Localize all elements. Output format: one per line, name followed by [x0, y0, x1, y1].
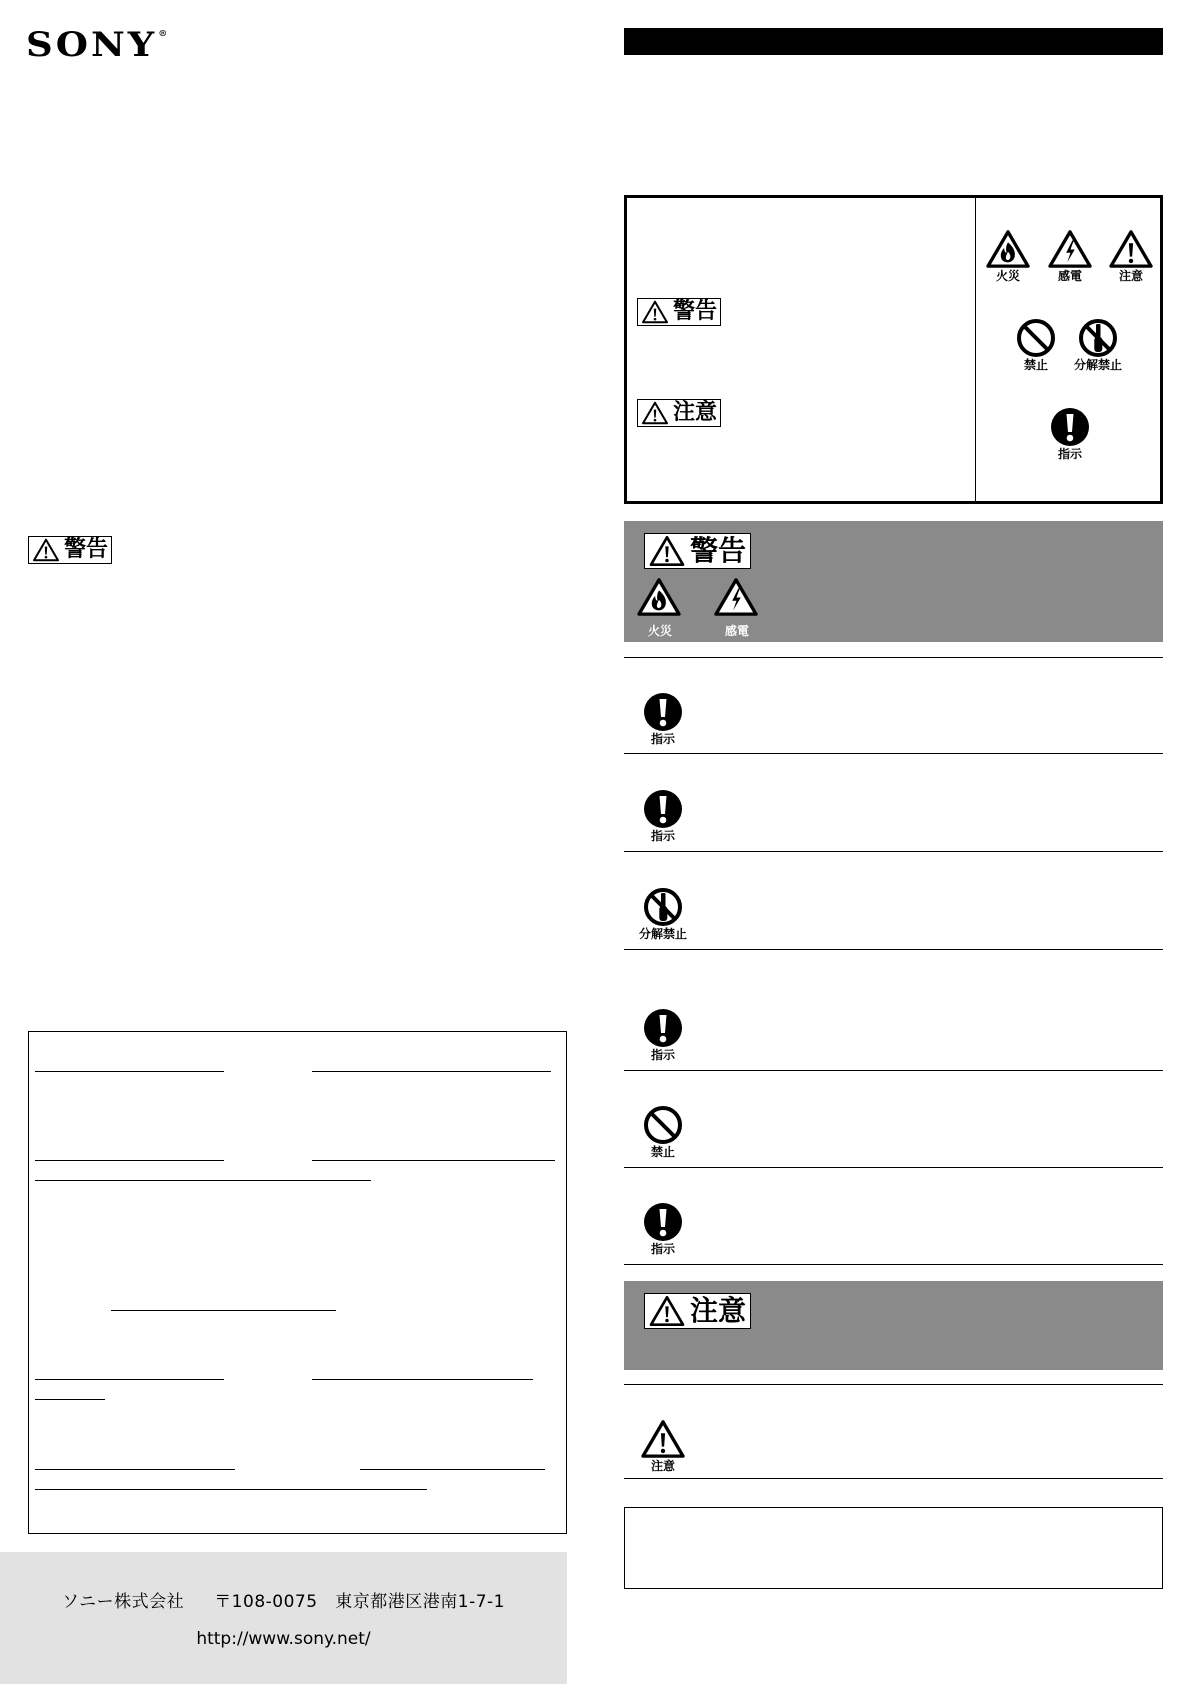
electric-shock-icon: [713, 577, 759, 617]
warning-item-4: [633, 1008, 693, 1062]
instruction-caption: 指示: [1057, 447, 1082, 461]
instruction-icon: [1050, 407, 1090, 447]
warning-band-label: [644, 533, 751, 569]
caution-band-text: 注意: [690, 1294, 747, 1327]
no-disassembly-icon: [1078, 318, 1118, 358]
legend-fire: [984, 229, 1032, 283]
caution-icon: [1108, 229, 1154, 269]
title-bar: [624, 28, 1163, 55]
warning-item-5: [633, 1105, 693, 1159]
warning-item-1: [633, 692, 693, 746]
postal-code: 〒108-0075: [214, 1592, 318, 1612]
form-line: [360, 1469, 545, 1470]
band-shock-caption: 感電: [724, 624, 749, 638]
band-fire: [636, 577, 684, 639]
shock-caption: 感電: [1057, 269, 1082, 283]
instruction-icon: [643, 692, 683, 732]
prohibit-icon: [1016, 318, 1056, 358]
section-separator: [624, 1384, 1163, 1385]
item-separator: [624, 753, 1163, 754]
fire-icon: [985, 229, 1031, 269]
sony-logo: [26, 24, 167, 64]
item-separator: [624, 949, 1163, 950]
item-separator: [624, 1264, 1163, 1265]
warning-item-2: [633, 789, 693, 843]
warning-label-left: [28, 536, 112, 564]
specification-box: [28, 1031, 567, 1534]
no-disassembly-icon: [643, 887, 683, 927]
instruction-icon: [643, 1202, 683, 1242]
legend-warning-label: [637, 298, 721, 326]
caution-triangle-icon: [640, 401, 670, 425]
item-caption: 分解禁止: [638, 927, 687, 941]
caution-band-label: [644, 1293, 751, 1329]
band-shock: [713, 577, 761, 639]
footer-band: [0, 1552, 567, 1684]
warning-label-text: 警告: [64, 537, 109, 562]
form-line: [35, 1071, 224, 1072]
legend-shock: [1046, 229, 1094, 283]
warning-item-3: [633, 887, 693, 941]
item-separator: [624, 851, 1163, 852]
item-caption: 禁止: [650, 1145, 675, 1159]
form-line: [111, 1310, 336, 1311]
caution-caption: 注意: [1118, 269, 1143, 283]
form-line: [312, 1071, 551, 1072]
legend-prohibit: [1015, 318, 1057, 372]
warning-triangle-icon: [648, 535, 686, 567]
form-line: [35, 1180, 371, 1181]
company-name: ソニー株式会社: [62, 1592, 185, 1612]
item-caption: 指示: [650, 829, 675, 843]
electric-shock-icon: [1047, 229, 1093, 269]
street-address: 東京都港区港南1-7-1: [335, 1592, 505, 1612]
section-separator: [624, 657, 1163, 658]
warning-triangle-icon: [31, 538, 61, 562]
caution-icon: [640, 1419, 686, 1459]
fire-caption: 火災: [995, 269, 1020, 283]
item-caption: 指示: [650, 1242, 675, 1256]
caution-item-1: [633, 1419, 693, 1473]
form-line: [35, 1379, 224, 1380]
legend-instruction: [1049, 407, 1091, 461]
fire-icon: [636, 577, 682, 617]
item-separator: [624, 1167, 1163, 1168]
website-url[interactable]: http://www.sony.net/: [196, 1629, 371, 1649]
instruction-icon: [643, 789, 683, 829]
form-line: [35, 1489, 427, 1490]
warning-triangle-icon: [640, 300, 670, 324]
form-line: [35, 1160, 224, 1161]
item-separator: [624, 1070, 1163, 1071]
form-line: [312, 1160, 555, 1161]
form-line: [35, 1399, 105, 1400]
legend-divider: [975, 195, 976, 504]
registered-mark: ®: [158, 29, 168, 39]
legend-no-disassembly: [1068, 318, 1128, 372]
item-caption: 注意: [650, 1459, 675, 1473]
legend-caution: [1107, 229, 1155, 283]
form-line: [312, 1379, 533, 1380]
form-line: [35, 1469, 235, 1470]
legend-warning-text: 警告: [673, 299, 718, 324]
legend-caution-text: 注意: [673, 400, 718, 425]
item-caption: 指示: [650, 1048, 675, 1062]
item-caption: 指示: [650, 732, 675, 746]
logo-text: SONY: [26, 24, 158, 65]
warning-band-text: 警告: [690, 534, 747, 567]
instruction-icon: [643, 1008, 683, 1048]
band-fire-caption: 火災: [647, 624, 672, 638]
warning-item-6: [633, 1202, 693, 1256]
notice-box: [624, 1507, 1163, 1589]
prohibit-caption: 禁止: [1023, 358, 1048, 372]
legend-caution-label: [637, 399, 721, 427]
caution-triangle-icon: [648, 1295, 686, 1327]
no-disassembly-caption: 分解禁止: [1073, 358, 1122, 372]
prohibit-icon: [643, 1105, 683, 1145]
item-separator: [624, 1478, 1163, 1479]
footer-address: [0, 1587, 567, 1612]
